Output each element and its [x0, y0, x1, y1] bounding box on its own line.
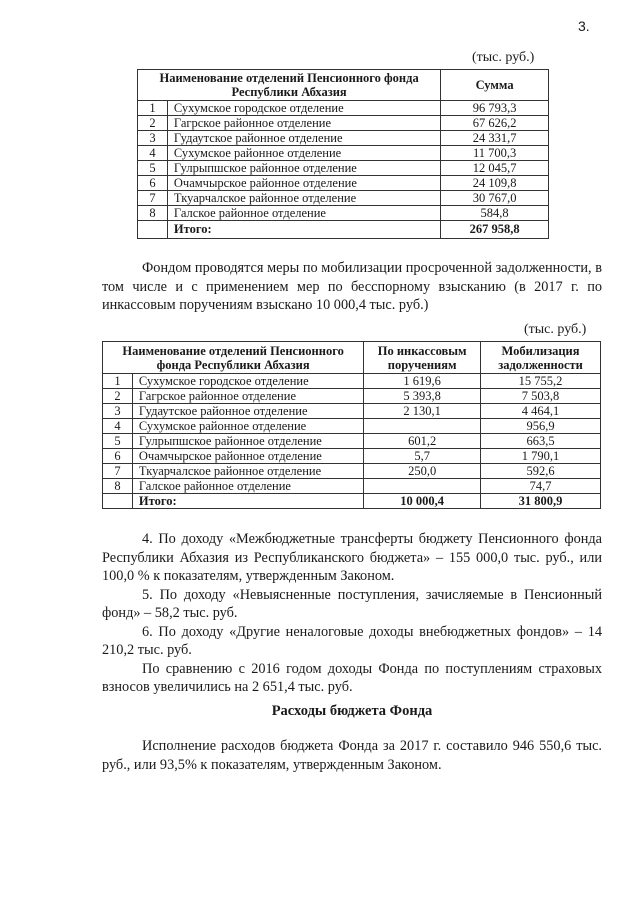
- row-number: 1: [103, 374, 133, 389]
- table-row: [103, 464, 601, 479]
- table-row: [103, 404, 601, 419]
- table-row: [103, 374, 601, 389]
- paragraph-debt-mobilization: Фондом проводятся меры по мобилизации просроченной задолженности, в том числе и с применением мер по бесспорному взысканию (в 2017 г. по инкассовым поручениям взыскано 10 000,4 тыс. руб.): [102, 260, 602, 313]
- mobilization-value: 592,6: [481, 464, 601, 479]
- section-heading-expenses: Расходы бюджета Фонда: [271, 703, 433, 719]
- row-number: 4: [103, 419, 133, 434]
- department-name: Галское районное отделение: [132, 479, 363, 494]
- row-number: 2: [138, 116, 168, 131]
- collection-value: 2 130,1: [364, 404, 481, 419]
- mobilization-value: 4 464,1: [481, 404, 601, 419]
- row-number: 8: [103, 479, 133, 494]
- row-number: 3: [103, 404, 133, 419]
- collection-value: 601,2: [364, 434, 481, 449]
- row-number: 3: [138, 131, 168, 146]
- paragraph-item-4: 4. По доходу «Межбюджетные трансферты бюджету Пенсионного фонда Республики Абхазия из Республиканского бюджета» – 155 000,0 тыс. руб., или 100,0 % к показателям, утвержденным Законом.: [102, 531, 602, 584]
- paragraph-expenses-execution: Исполнение расходов бюджета Фонда за 2017 г. составило 946 550,6 тыс. руб., или 93,5% к показателям, утвержденным Законом.: [102, 738, 602, 773]
- paragraph-item-6: 6. По доходу «Другие неналоговые доходы внебюджетных фондов» – 14 210,2 тыс. руб.: [102, 623, 602, 658]
- table2-header-collection: По инкассовым поручениям: [364, 342, 481, 374]
- table2-header-mobilization: Мобилизация задолженности: [481, 342, 601, 374]
- table2-unit-label: (тыс. руб.): [524, 322, 587, 337]
- row-number: 2: [103, 389, 133, 404]
- table1-header-name: Наименование отделений Пенсионного фонда Республики Абхазия: [138, 70, 441, 101]
- sum-value: 584,8: [441, 206, 549, 221]
- total-label: Итого:: [132, 494, 363, 509]
- sum-value: 11 700,3: [441, 146, 549, 161]
- department-name: Очамчырское районное отделение: [167, 176, 440, 191]
- sum-value: 12 045,7: [441, 161, 549, 176]
- collection-value: [364, 419, 481, 434]
- mobilization-value: 956,9: [481, 419, 601, 434]
- table-row: [138, 176, 549, 191]
- sum-value: 24 331,7: [441, 131, 549, 146]
- row-number: 7: [138, 191, 168, 206]
- collection-value: 1 619,6: [364, 374, 481, 389]
- collection-value: 5 393,8: [364, 389, 481, 404]
- department-name: Галское районное отделение: [167, 206, 440, 221]
- department-name: Ткуарчалское районное отделение: [132, 464, 363, 479]
- table-row: [138, 206, 549, 221]
- table-row: [138, 146, 549, 161]
- table-total-row: [138, 221, 549, 239]
- table-row: [103, 479, 601, 494]
- row-number: 7: [103, 464, 133, 479]
- row-number: 5: [138, 161, 168, 176]
- department-name: Очамчырское районное отделение: [132, 449, 363, 464]
- total-mobilization: 31 800,9: [481, 494, 601, 509]
- department-name: Сухумское районное отделение: [132, 419, 363, 434]
- sum-value: 67 626,2: [441, 116, 549, 131]
- department-name: Сухумское районное отделение: [167, 146, 440, 161]
- collection-value: 250,0: [364, 464, 481, 479]
- pension-fund-sum-table: [137, 69, 549, 239]
- table-row: [103, 449, 601, 464]
- mobilization-value: 663,5: [481, 434, 601, 449]
- debt-mobilization-table: [102, 341, 601, 509]
- collection-value: [364, 479, 481, 494]
- department-name: Гагрское районное отделение: [132, 389, 363, 404]
- paragraph-comparison-2016: По сравнению с 2016 годом доходы Фонда по поступлениям страховых взносов увеличились на 2 651,4 тыс. руб.: [102, 660, 602, 695]
- paragraph-item-5: 5. По доходу «Невыясненные поступления, зачисляемые в Пенсионный фонд» – 58,2 тыс. руб.: [102, 586, 602, 621]
- department-name: Гудаутское районное отделение: [167, 131, 440, 146]
- table-row: [138, 131, 549, 146]
- row-number: 5: [103, 434, 133, 449]
- row-number: 1: [138, 101, 168, 116]
- department-name: Гагрское районное отделение: [167, 116, 440, 131]
- mobilization-value: 74,7: [481, 479, 601, 494]
- department-name: Гудаутское районное отделение: [132, 404, 363, 419]
- table1-unit-label: (тыс. руб.): [472, 50, 535, 65]
- sum-value: 30 767,0: [441, 191, 549, 206]
- department-name: Ткуарчалское районное отделение: [167, 191, 440, 206]
- income-items-section: [102, 530, 602, 697]
- table-row: [103, 389, 601, 404]
- page-number: 3.: [578, 18, 590, 34]
- collection-value: 5,7: [364, 449, 481, 464]
- department-name: Сухумское городское отделение: [167, 101, 440, 116]
- department-name: Гулрыпшское районное отделение: [167, 161, 440, 176]
- row-number: 4: [138, 146, 168, 161]
- table-row: [138, 161, 549, 176]
- sum-value: 96 793,3: [441, 101, 549, 116]
- mobilization-value: 1 790,1: [481, 449, 601, 464]
- table-row: [138, 116, 549, 131]
- row-number: 8: [138, 206, 168, 221]
- table-total-row: [103, 494, 601, 509]
- total-sum: 267 958,8: [441, 221, 549, 239]
- total-collection: 10 000,4: [364, 494, 481, 509]
- table2-header-name: Наименование отделений Пенсионного фонда Республики Абхазия: [103, 342, 364, 374]
- total-label: Итого:: [167, 221, 440, 239]
- mobilization-value: 15 755,2: [481, 374, 601, 389]
- table-row: [138, 191, 549, 206]
- row-number: 6: [103, 449, 133, 464]
- table1-header-sum: Сумма: [441, 70, 549, 101]
- row-number: 6: [138, 176, 168, 191]
- department-name: Сухумское городское отделение: [132, 374, 363, 389]
- table-row: [103, 419, 601, 434]
- mobilization-value: 7 503,8: [481, 389, 601, 404]
- table-row: [138, 101, 549, 116]
- table-row: [103, 434, 601, 449]
- sum-value: 24 109,8: [441, 176, 549, 191]
- department-name: Гулрыпшское районное отделение: [132, 434, 363, 449]
